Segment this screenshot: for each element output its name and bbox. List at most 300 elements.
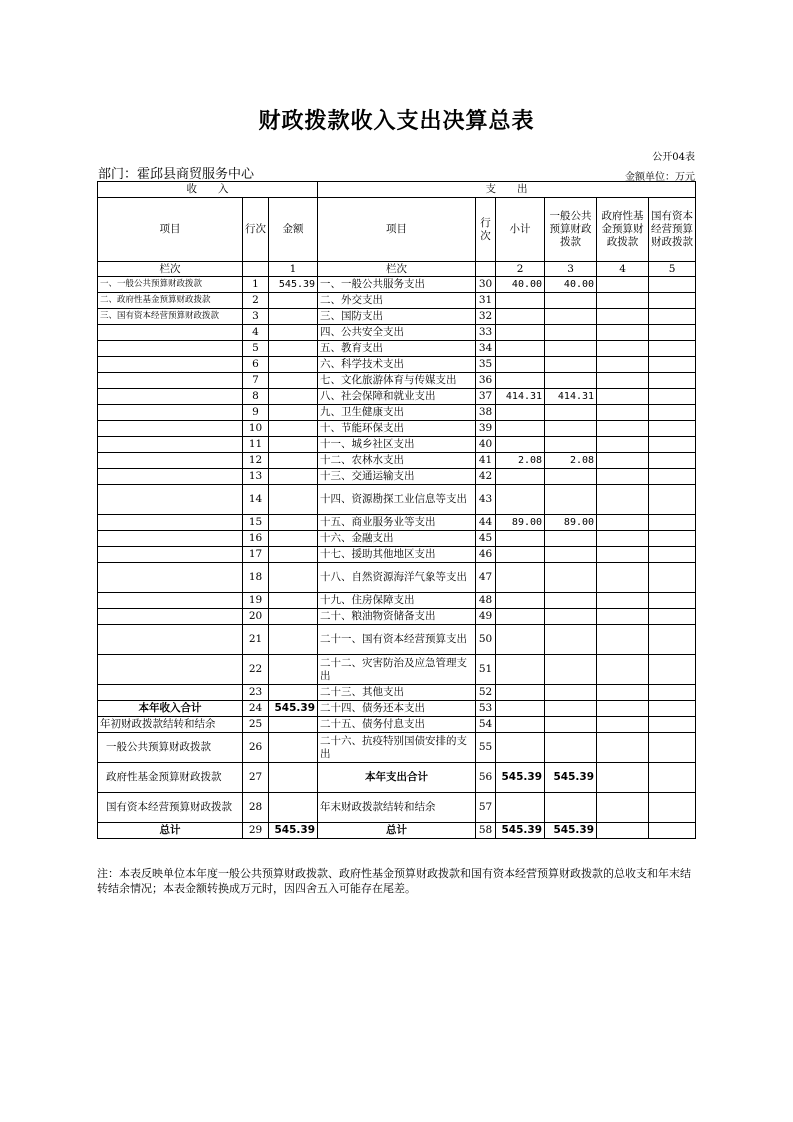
income-amount-cell bbox=[269, 453, 318, 469]
income-item-cell bbox=[98, 453, 243, 469]
expense-rowno-cell: 44 bbox=[476, 515, 496, 531]
state-capital-cell bbox=[649, 701, 696, 717]
table-row bbox=[98, 485, 696, 515]
general-budget-cell bbox=[545, 357, 597, 373]
table-row bbox=[98, 563, 696, 593]
table-row bbox=[98, 373, 696, 389]
expense-header: 支 出 bbox=[318, 182, 696, 198]
form-number: 公开04表 bbox=[652, 152, 695, 163]
subtotal-cell bbox=[496, 685, 545, 701]
subtotal-cell bbox=[496, 469, 545, 485]
income-amount-cell bbox=[269, 389, 318, 405]
table-row bbox=[98, 277, 696, 293]
subtotal-cell bbox=[496, 405, 545, 421]
income-item-cell bbox=[98, 341, 243, 357]
expense-rowno-cell: 30 bbox=[476, 277, 496, 293]
income-rowno-cell: 15 bbox=[243, 515, 269, 531]
income-rowno-cell: 7 bbox=[243, 373, 269, 389]
income-item-cell bbox=[98, 515, 243, 531]
income-rowno-cell: 10 bbox=[243, 421, 269, 437]
expense-rowno-cell: 46 bbox=[476, 547, 496, 563]
expense-item-cell: 总计 bbox=[318, 823, 476, 839]
state-capital-cell bbox=[649, 325, 696, 341]
expense-rowno-cell: 50 bbox=[476, 625, 496, 655]
expense-rowno-header: 行次 bbox=[476, 198, 496, 262]
general-budget-cell bbox=[545, 547, 597, 563]
expense-item-cell: 二十五、债务付息支出 bbox=[318, 717, 476, 733]
table-row bbox=[98, 453, 696, 469]
col-index-empty bbox=[476, 262, 496, 277]
general-budget-cell bbox=[545, 531, 597, 547]
income-amount-cell bbox=[269, 437, 318, 453]
gov-fund-cell bbox=[597, 625, 649, 655]
expense-rowno-cell: 56 bbox=[476, 763, 496, 793]
expense-item-cell: 四、公共安全支出 bbox=[318, 325, 476, 341]
subtotal-cell bbox=[496, 485, 545, 515]
state-capital-cell bbox=[649, 733, 696, 763]
expense-item-cell: 十六、金融支出 bbox=[318, 531, 476, 547]
subtotal-cell bbox=[496, 793, 545, 823]
gov-fund-cell bbox=[597, 733, 649, 763]
expense-item-cell: 十、节能环保支出 bbox=[318, 421, 476, 437]
income-amount-cell bbox=[269, 625, 318, 655]
subtotal-cell bbox=[496, 357, 545, 373]
income-item-cell: 三、国有资本经营预算财政拨款 bbox=[98, 309, 243, 325]
subtotal-cell bbox=[496, 547, 545, 563]
col-index-5: 5 bbox=[649, 262, 696, 277]
income-item-cell bbox=[98, 405, 243, 421]
income-rowno-cell: 29 bbox=[243, 823, 269, 839]
state-capital-cell bbox=[649, 655, 696, 685]
gov-fund-cell bbox=[597, 655, 649, 685]
subtotal-cell bbox=[496, 325, 545, 341]
expense-rowno-cell: 39 bbox=[476, 421, 496, 437]
income-rowno-cell: 14 bbox=[243, 485, 269, 515]
gov-fund-cell bbox=[597, 763, 649, 793]
col-label-left: 栏次 bbox=[98, 262, 243, 277]
general-budget-cell bbox=[545, 793, 597, 823]
income-item-cell bbox=[98, 547, 243, 563]
finance-table bbox=[97, 181, 696, 839]
income-amount-cell bbox=[269, 763, 318, 793]
state-capital-cell bbox=[649, 421, 696, 437]
expense-item-cell: 十七、援助其他地区支出 bbox=[318, 547, 476, 563]
state-capital-cell bbox=[649, 531, 696, 547]
income-item-cell bbox=[98, 469, 243, 485]
income-amount-cell bbox=[269, 309, 318, 325]
table-row bbox=[98, 823, 696, 839]
expense-item-cell: 五、教育支出 bbox=[318, 341, 476, 357]
department-label: 部门：霍邱县商贸服务中心 bbox=[98, 167, 255, 182]
general-budget-cell: 40.00 bbox=[545, 277, 597, 293]
state-capital-cell bbox=[649, 717, 696, 733]
gov-fund-cell bbox=[597, 389, 649, 405]
income-rowno-cell: 21 bbox=[243, 625, 269, 655]
income-item-cell bbox=[98, 421, 243, 437]
table-row bbox=[98, 357, 696, 373]
header-row-1 bbox=[98, 182, 696, 198]
expense-item-cell: 年末财政拨款结转和结余 bbox=[318, 793, 476, 823]
gov-fund-cell bbox=[597, 793, 649, 823]
state-capital-cell bbox=[649, 357, 696, 373]
gov-fund-cell bbox=[597, 563, 649, 593]
gov-fund-cell bbox=[597, 357, 649, 373]
expense-rowno-cell: 33 bbox=[476, 325, 496, 341]
table-row bbox=[98, 763, 696, 793]
income-amount-cell bbox=[269, 405, 318, 421]
income-rowno-cell: 3 bbox=[243, 309, 269, 325]
gov-fund-cell bbox=[597, 469, 649, 485]
income-item-cell bbox=[98, 485, 243, 515]
income-rowno-header: 行次 bbox=[243, 198, 269, 262]
col-index-4: 4 bbox=[597, 262, 649, 277]
page-title: 财政拨款收入支出决算总表 bbox=[258, 108, 535, 134]
income-item-cell bbox=[98, 563, 243, 593]
income-rowno-cell: 19 bbox=[243, 593, 269, 609]
expense-item-cell: 二十四、债务还本支出 bbox=[318, 701, 476, 717]
col-index-3: 3 bbox=[545, 262, 597, 277]
gov-fund-cell bbox=[597, 293, 649, 309]
subtotal-cell bbox=[496, 341, 545, 357]
subtotal-cell: 545.39 bbox=[496, 763, 545, 793]
expense-rowno-cell: 49 bbox=[476, 609, 496, 625]
table-row bbox=[98, 515, 696, 531]
income-amount-cell bbox=[269, 515, 318, 531]
gov-fund-cell bbox=[597, 593, 649, 609]
subtotal-cell bbox=[496, 309, 545, 325]
state-capital-cell bbox=[649, 485, 696, 515]
subtotal-cell bbox=[496, 609, 545, 625]
subtotal-cell bbox=[496, 373, 545, 389]
income-item-cell bbox=[98, 373, 243, 389]
gov-fund-cell bbox=[597, 325, 649, 341]
table-row bbox=[98, 309, 696, 325]
expense-item-cell: 二十二、灾害防治及应急管理支出 bbox=[318, 655, 476, 685]
table-row bbox=[98, 325, 696, 341]
expense-rowno-cell: 55 bbox=[476, 733, 496, 763]
col-index-1: 1 bbox=[269, 262, 318, 277]
income-item-header: 项目 bbox=[98, 198, 243, 262]
expense-rowno-cell: 41 bbox=[476, 453, 496, 469]
income-rowno-cell: 6 bbox=[243, 357, 269, 373]
state-capital-cell bbox=[649, 625, 696, 655]
table-row bbox=[98, 421, 696, 437]
expense-item-cell: 七、文化旅游体育与传媒支出 bbox=[318, 373, 476, 389]
income-amount-cell: 545.39 bbox=[269, 701, 318, 717]
gov-fund-cell bbox=[597, 515, 649, 531]
income-item-cell: 国有资本经营预算财政拨款 bbox=[98, 793, 243, 823]
general-budget-cell bbox=[545, 593, 597, 609]
expense-rowno-cell: 53 bbox=[476, 701, 496, 717]
general-budget-cell bbox=[545, 655, 597, 685]
gov-fund-header: 政府性基金预算财政拨款 bbox=[597, 198, 649, 262]
income-header: 收 入 bbox=[98, 182, 318, 198]
general-budget-cell: 545.39 bbox=[545, 763, 597, 793]
expense-item-cell: 八、社会保障和就业支出 bbox=[318, 389, 476, 405]
subtotal-cell: 2.08 bbox=[496, 453, 545, 469]
state-capital-cell bbox=[649, 277, 696, 293]
expense-rowno-cell: 52 bbox=[476, 685, 496, 701]
expense-rowno-cell: 51 bbox=[476, 655, 496, 685]
subtotal-cell bbox=[496, 625, 545, 655]
income-amount-cell bbox=[269, 469, 318, 485]
income-rowno-cell: 11 bbox=[243, 437, 269, 453]
income-rowno-cell: 17 bbox=[243, 547, 269, 563]
income-amount-cell bbox=[269, 685, 318, 701]
general-budget-cell: 2.08 bbox=[545, 453, 597, 469]
income-amount-cell: 545.39 bbox=[269, 823, 318, 839]
income-rowno-cell: 18 bbox=[243, 563, 269, 593]
expense-item-cell: 二十一、国有资本经营预算支出 bbox=[318, 625, 476, 655]
expense-item-cell: 十八、自然资源海洋气象等支出 bbox=[318, 563, 476, 593]
income-item-cell: 一般公共预算财政拨款 bbox=[98, 733, 243, 763]
gov-fund-cell bbox=[597, 609, 649, 625]
general-budget-cell bbox=[545, 405, 597, 421]
col-label-right: 栏次 bbox=[318, 262, 476, 277]
table-row bbox=[98, 547, 696, 563]
table-row bbox=[98, 701, 696, 717]
expense-rowno-cell: 57 bbox=[476, 793, 496, 823]
income-amount-cell bbox=[269, 563, 318, 593]
gov-fund-cell bbox=[597, 823, 649, 839]
state-capital-cell bbox=[649, 469, 696, 485]
expense-item-cell: 二、外交支出 bbox=[318, 293, 476, 309]
general-budget-cell bbox=[545, 293, 597, 309]
state-capital-cell bbox=[649, 389, 696, 405]
header-row-2 bbox=[98, 198, 696, 262]
table-row bbox=[98, 341, 696, 357]
income-amount-cell bbox=[269, 485, 318, 515]
expense-rowno-cell: 37 bbox=[476, 389, 496, 405]
expense-item-cell: 二十六、抗疫特别国债安排的支出 bbox=[318, 733, 476, 763]
subtotal-cell bbox=[496, 733, 545, 763]
income-rowno-cell: 13 bbox=[243, 469, 269, 485]
income-item-cell bbox=[98, 609, 243, 625]
table-row bbox=[98, 685, 696, 701]
table-row bbox=[98, 405, 696, 421]
expense-item-cell: 十五、商业服务业等支出 bbox=[318, 515, 476, 531]
col-index-empty bbox=[243, 262, 269, 277]
income-amount-cell bbox=[269, 655, 318, 685]
footnote: 注：本表反映单位本年度一般公共预算财政拨款、政府性基金预算财政拨款和国有资本经营预算财政拨款的总收支和年末结转结余情况；本表金额转换成万元时，因四舍五入可能存在尾差。 bbox=[97, 867, 691, 895]
income-item-cell bbox=[98, 625, 243, 655]
general-budget-header: 一般公共预算财政拨款 bbox=[545, 198, 597, 262]
income-rowno-cell: 25 bbox=[243, 717, 269, 733]
state-capital-cell bbox=[649, 593, 696, 609]
state-capital-cell bbox=[649, 309, 696, 325]
gov-fund-cell bbox=[597, 685, 649, 701]
income-rowno-cell: 1 bbox=[243, 277, 269, 293]
income-item-cell bbox=[98, 655, 243, 685]
income-rowno-cell: 28 bbox=[243, 793, 269, 823]
subtotal-cell bbox=[496, 293, 545, 309]
general-budget-cell bbox=[545, 469, 597, 485]
gov-fund-cell bbox=[597, 453, 649, 469]
income-amount-cell bbox=[269, 593, 318, 609]
gov-fund-cell bbox=[597, 373, 649, 389]
table-row bbox=[98, 437, 696, 453]
gov-fund-cell bbox=[597, 547, 649, 563]
state-capital-cell bbox=[649, 547, 696, 563]
table-row bbox=[98, 733, 696, 763]
table-row bbox=[98, 293, 696, 309]
income-item-cell: 二、政府性基金预算财政拨款 bbox=[98, 293, 243, 309]
gov-fund-cell bbox=[597, 485, 649, 515]
expense-rowno-cell: 38 bbox=[476, 405, 496, 421]
table-row bbox=[98, 531, 696, 547]
income-rowno-cell: 4 bbox=[243, 325, 269, 341]
income-item-cell: 一、一般公共预算财政拨款 bbox=[98, 277, 243, 293]
expense-rowno-cell: 34 bbox=[476, 341, 496, 357]
table-row bbox=[98, 593, 696, 609]
general-budget-cell bbox=[545, 485, 597, 515]
income-amount-cell: 545.39 bbox=[269, 277, 318, 293]
general-budget-cell bbox=[545, 437, 597, 453]
general-budget-cell bbox=[545, 733, 597, 763]
unit-label: 金额单位：万元 bbox=[625, 172, 695, 183]
income-item-cell bbox=[98, 325, 243, 341]
income-rowno-cell: 20 bbox=[243, 609, 269, 625]
general-budget-cell: 545.39 bbox=[545, 823, 597, 839]
table-row bbox=[98, 655, 696, 685]
state-capital-cell bbox=[649, 563, 696, 593]
income-rowno-cell: 5 bbox=[243, 341, 269, 357]
income-amount-cell bbox=[269, 373, 318, 389]
subtotal-cell bbox=[496, 531, 545, 547]
subtotal-cell bbox=[496, 437, 545, 453]
state-capital-cell bbox=[649, 515, 696, 531]
state-capital-cell bbox=[649, 405, 696, 421]
subtotal-cell bbox=[496, 563, 545, 593]
subtotal-cell bbox=[496, 593, 545, 609]
income-amount-cell bbox=[269, 421, 318, 437]
income-item-cell: 年初财政拨款结转和结余 bbox=[98, 717, 243, 733]
income-rowno-cell: 9 bbox=[243, 405, 269, 421]
general-budget-cell bbox=[545, 421, 597, 437]
income-item-cell: 总计 bbox=[98, 823, 243, 839]
general-budget-cell bbox=[545, 309, 597, 325]
income-amount-cell bbox=[269, 531, 318, 547]
expense-item-cell: 九、卫生健康支出 bbox=[318, 405, 476, 421]
expense-rowno-cell: 43 bbox=[476, 485, 496, 515]
income-item-cell bbox=[98, 531, 243, 547]
expense-item-header: 项目 bbox=[318, 198, 476, 262]
expense-rowno-cell: 58 bbox=[476, 823, 496, 839]
income-item-cell bbox=[98, 437, 243, 453]
state-capital-cell bbox=[649, 341, 696, 357]
subtotal-header: 小计 bbox=[496, 198, 545, 262]
subtotal-cell bbox=[496, 717, 545, 733]
subtotal-cell: 89.00 bbox=[496, 515, 545, 531]
expense-item-cell: 十九、住房保障支出 bbox=[318, 593, 476, 609]
income-amount-cell bbox=[269, 717, 318, 733]
subtotal-cell: 545.39 bbox=[496, 823, 545, 839]
expense-rowno-cell: 45 bbox=[476, 531, 496, 547]
income-amount-cell bbox=[269, 793, 318, 823]
income-amount-cell bbox=[269, 293, 318, 309]
general-budget-cell bbox=[545, 325, 597, 341]
gov-fund-cell bbox=[597, 531, 649, 547]
income-rowno-cell: 16 bbox=[243, 531, 269, 547]
state-capital-header: 国有资本经营预算财政拨款 bbox=[649, 198, 696, 262]
expense-item-cell: 六、科学技术支出 bbox=[318, 357, 476, 373]
subtotal-cell: 40.00 bbox=[496, 277, 545, 293]
income-rowno-cell: 12 bbox=[243, 453, 269, 469]
subtotal-cell bbox=[496, 421, 545, 437]
expense-item-cell: 十二、农林水支出 bbox=[318, 453, 476, 469]
income-rowno-cell: 2 bbox=[243, 293, 269, 309]
state-capital-cell bbox=[649, 609, 696, 625]
expense-item-cell: 十一、城乡社区支出 bbox=[318, 437, 476, 453]
gov-fund-cell bbox=[597, 421, 649, 437]
expense-item-cell: 二十三、其他支出 bbox=[318, 685, 476, 701]
expense-item-cell: 十四、资源勘探工业信息等支出 bbox=[318, 485, 476, 515]
income-item-cell bbox=[98, 685, 243, 701]
expense-rowno-cell: 40 bbox=[476, 437, 496, 453]
income-item-cell bbox=[98, 357, 243, 373]
income-amount-cell bbox=[269, 609, 318, 625]
income-rowno-cell: 26 bbox=[243, 733, 269, 763]
gov-fund-cell bbox=[597, 341, 649, 357]
expense-rowno-cell: 48 bbox=[476, 593, 496, 609]
income-rowno-cell: 24 bbox=[243, 701, 269, 717]
state-capital-cell bbox=[649, 437, 696, 453]
table-row bbox=[98, 717, 696, 733]
income-amount-cell bbox=[269, 547, 318, 563]
expense-item-cell: 三、国防支出 bbox=[318, 309, 476, 325]
expense-rowno-cell: 35 bbox=[476, 357, 496, 373]
expense-rowno-cell: 54 bbox=[476, 717, 496, 733]
income-amount-cell bbox=[269, 325, 318, 341]
general-budget-cell bbox=[545, 701, 597, 717]
income-rowno-cell: 23 bbox=[243, 685, 269, 701]
state-capital-cell bbox=[649, 293, 696, 309]
expense-rowno-cell: 36 bbox=[476, 373, 496, 389]
col-index-2: 2 bbox=[496, 262, 545, 277]
general-budget-cell bbox=[545, 717, 597, 733]
income-item-cell bbox=[98, 593, 243, 609]
expense-item-cell: 本年支出合计 bbox=[318, 763, 476, 793]
table-row bbox=[98, 609, 696, 625]
income-rowno-cell: 22 bbox=[243, 655, 269, 685]
general-budget-cell bbox=[545, 373, 597, 389]
gov-fund-cell bbox=[597, 277, 649, 293]
income-item-cell bbox=[98, 389, 243, 405]
state-capital-cell bbox=[649, 793, 696, 823]
general-budget-cell bbox=[545, 341, 597, 357]
income-rowno-cell: 8 bbox=[243, 389, 269, 405]
general-budget-cell bbox=[545, 609, 597, 625]
gov-fund-cell bbox=[597, 717, 649, 733]
income-item-cell: 本年收入合计 bbox=[98, 701, 243, 717]
gov-fund-cell bbox=[597, 437, 649, 453]
subtotal-cell bbox=[496, 701, 545, 717]
expense-item-cell: 十三、交通运输支出 bbox=[318, 469, 476, 485]
column-index-row bbox=[98, 262, 696, 277]
income-amount-header: 金额 bbox=[269, 198, 318, 262]
expense-rowno-cell: 47 bbox=[476, 563, 496, 593]
state-capital-cell bbox=[649, 453, 696, 469]
table-row bbox=[98, 469, 696, 485]
income-amount-cell bbox=[269, 357, 318, 373]
income-amount-cell bbox=[269, 733, 318, 763]
subtotal-cell: 414.31 bbox=[496, 389, 545, 405]
table-row bbox=[98, 625, 696, 655]
general-budget-cell: 414.31 bbox=[545, 389, 597, 405]
expense-item-cell: 一、一般公共服务支出 bbox=[318, 277, 476, 293]
expense-rowno-cell: 42 bbox=[476, 469, 496, 485]
expense-rowno-cell: 32 bbox=[476, 309, 496, 325]
